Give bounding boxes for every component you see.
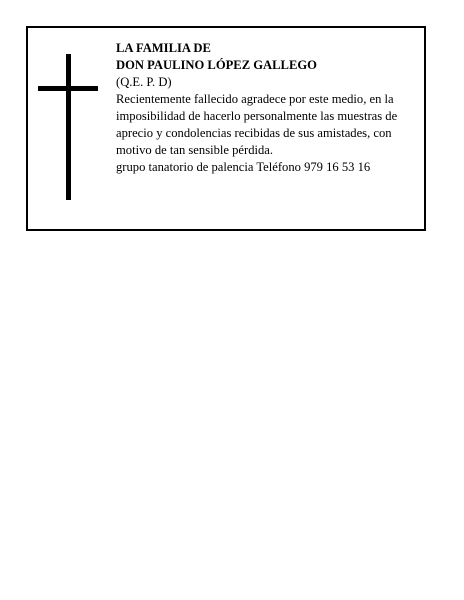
cross-icon: [38, 54, 98, 200]
cross-horizontal-bar: [38, 86, 98, 91]
contact-line: grupo tanatorio de palencia Teléfono 979 16 53 16: [116, 160, 371, 174]
notice-text: [116, 40, 422, 176]
obituary-notice: [26, 26, 426, 231]
family-line: LA FAMILIA DE: [116, 41, 211, 55]
rip-line: (Q.E. P. D): [116, 75, 172, 89]
message-text: Recientemente fallecido agradece por este medio, en la imposibilidad de hacerlo personalmente las muestras de aprecio y condolencias recibidas de sus amistades, con motivo de tan sensible pérdida.: [116, 92, 398, 157]
deceased-name: DON PAULINO LÓPEZ GALLEGO: [116, 58, 317, 72]
cross-vertical-bar: [66, 54, 71, 200]
